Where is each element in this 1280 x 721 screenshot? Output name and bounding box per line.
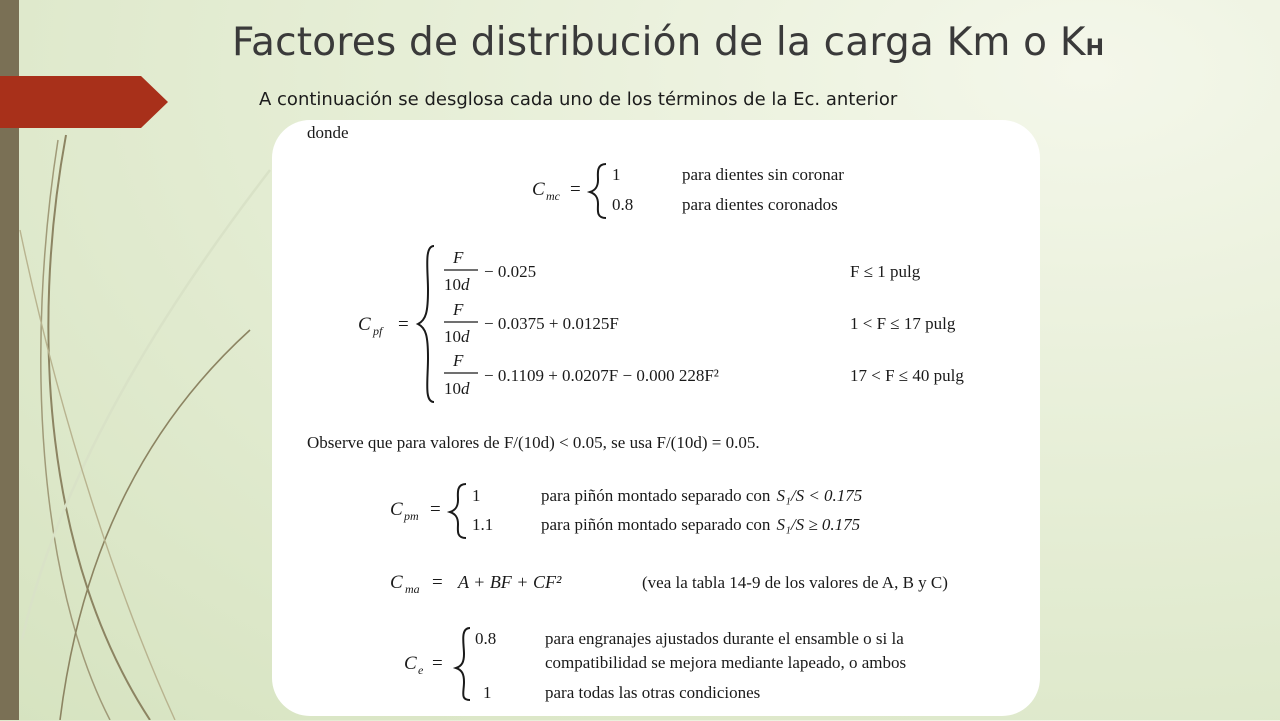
cpf-cond-2: 1 < F ≤ 17 pulg: [850, 314, 956, 333]
ce-value-1: 0.8: [475, 629, 497, 648]
cma-equation: [390, 572, 948, 596]
cmc-cond-2: para dientes coronados: [682, 195, 838, 214]
equation-image-card: [272, 120, 1040, 716]
cma-note: (vea la tabla 14-9 de los valores de A, B y C): [642, 573, 948, 592]
svg-text:pm: pm: [404, 509, 419, 523]
cpf-equation: [358, 246, 964, 402]
cpf-frac-num-1: F: [453, 248, 464, 267]
cma-expr: A + BF + CF²: [458, 572, 562, 592]
svg-text:C: C: [358, 314, 371, 335]
arrow-tab: [0, 76, 170, 128]
cpm-cond-2: para piñón montado separado con S₁/S ≥ 0.175: [541, 515, 861, 534]
cpf-frac-num-3: F: [453, 351, 464, 370]
svg-text:C: C: [404, 653, 417, 674]
cpf-expr-2: − 0.0375 + 0.0125F: [484, 314, 619, 333]
cpf-cond-1: F ≤ 1 pulg: [850, 262, 921, 281]
donde-label: donde: [307, 123, 349, 142]
cpf-frac-num-2: F: [453, 300, 464, 319]
svg-text:mc: mc: [546, 189, 560, 203]
cmc-cond-1: para dientes sin coronar: [682, 165, 844, 184]
ce-equation: [404, 628, 906, 702]
observe-note: Observe que para valores de F/(10d) < 0.05, se usa F/(10d) = 0.05.: [307, 433, 760, 452]
svg-text:C: C: [390, 499, 403, 520]
ce-cond-2: para todas las otras condiciones: [545, 683, 761, 702]
cpf-expr-3: − 0.1109 + 0.0207F − 0.000 228F²: [484, 366, 719, 385]
svg-text:pf: pf: [373, 324, 383, 338]
ce-cond-1-line2: compatibilidad se mejora mediante lapeado, o ambos: [545, 653, 907, 672]
cmc-value-1: 1: [612, 165, 621, 184]
svg-text:=: =: [430, 499, 441, 520]
cpf-frac-den-1: 10d: [444, 275, 470, 294]
cpf-expr-1: − 0.025: [484, 262, 537, 281]
svg-text:=: =: [432, 653, 443, 674]
svg-text:=: =: [432, 572, 443, 593]
ce-value-2: 1: [483, 683, 492, 702]
svg-text:=: =: [398, 314, 409, 335]
svg-text:ma: ma: [405, 582, 420, 596]
cpm-equation: [390, 484, 862, 538]
cpf-frac-den-2: 10d: [444, 327, 470, 346]
cpm-cond-1: para piñón montado separado con S₁/S < 0.175: [541, 486, 863, 505]
cpm-value-2: 1.1: [472, 515, 494, 534]
svg-text:C: C: [390, 572, 403, 593]
svg-text:C: C: [532, 179, 545, 200]
cpm-value-1: 1: [472, 486, 481, 505]
svg-text:=: =: [570, 179, 581, 200]
svg-text:e: e: [418, 663, 424, 677]
slide-subtitle: A continuación se desglosa cada uno de los términos de la Ec. anterior: [259, 89, 898, 110]
cmc-value-2: 0.8: [612, 195, 634, 214]
cpf-frac-den-3: 10d: [444, 379, 470, 398]
cmc-equation: [532, 164, 844, 218]
cpf-cond-3: 17 < F ≤ 40 pulg: [850, 366, 964, 385]
slide-title: Factores de distribución de la carga Km o KH: [232, 20, 1105, 65]
ce-cond-1-line1: para engranajes ajustados durante el ensamble o si la: [545, 629, 904, 648]
